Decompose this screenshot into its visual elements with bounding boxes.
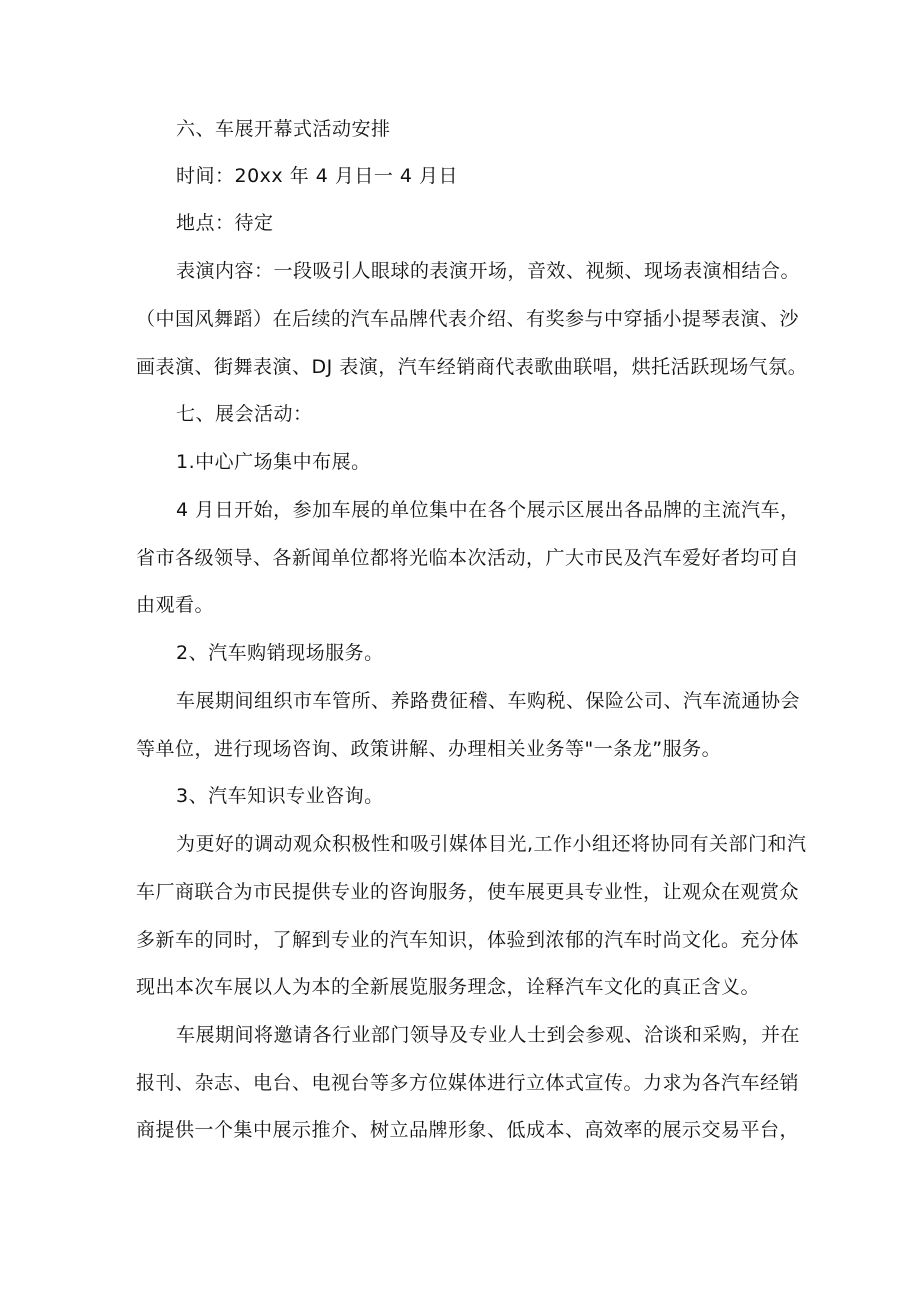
- paragraph-media-line-3: 商提供一个集中展示推介、树立品牌形象、低成本、高效率的展示交易平台，: [136, 1119, 800, 1141]
- paragraph-plaza-line-3: 由观看。: [136, 594, 215, 616]
- paragraph-consulting-line-4: 现出本次车展以人为本的全新展览服务理念，诠释汽车文化的真正含义。: [136, 976, 761, 998]
- paragraph-performance-line-3: 画表演、街舞表演、DJ 表演，汽车经销商代表歌曲联唱，烘托活跃现场气氛。: [136, 356, 808, 378]
- paragraph-location: 地点：待定: [176, 212, 274, 234]
- paragraph-media-line-1: 车展期间将邀请各行业部门领导及专业人士到会参观、洽谈和采购，并在: [176, 1024, 801, 1046]
- section-heading-activities: 七、展会活动：: [176, 403, 313, 425]
- paragraph-performance-line-1: 表演内容：一段吸引人眼球的表演开场，音效、视频、现场表演相结合。: [176, 260, 801, 282]
- paragraph-consulting-line-3: 多新车的同时，了解到专业的汽车知识，体验到浓郁的汽车时尚文化。充分体: [136, 929, 800, 951]
- paragraph-sales-line-1: 车展期间组织市车管所、养路费征稽、车购税、保险公司、汽车流通协会: [176, 690, 801, 712]
- paragraph-consulting-line-1: 为更好的调动观众积极性和吸引媒体目光,工作小组还将协同有关部门和汽: [176, 833, 807, 855]
- paragraph-time: 时间：20xx 年 4 月日一 4 月日: [176, 165, 459, 187]
- paragraph-performance-line-2: （中国风舞蹈）在后续的汽车品牌代表介绍、有奖参与中穿插小提琴表演、沙: [136, 308, 800, 330]
- paragraph-consulting-line-2: 车厂商联合为市民提供专业的咨询服务，使车展更具专业性，让观众在观赏众: [136, 881, 800, 903]
- subheading-knowledge-consulting: 3、汽车知识专业咨询。: [176, 785, 384, 807]
- paragraph-sales-line-2: 等单位，进行现场咨询、政策讲解、办理相关业务等"一条龙”服务。: [136, 738, 722, 760]
- paragraph-plaza-line-1: 4 月日开始，参加车展的单位集中在各个展示区展出各品牌的主流汽车，: [176, 499, 800, 521]
- subheading-central-plaza: 1.中心广场集中布展。: [176, 451, 371, 473]
- paragraph-plaza-line-2: 省市各级领导、各新闻单位都将光临本次活动，广大市民及汽车爱好者均可自: [136, 547, 800, 569]
- section-heading-opening: 六、车展开幕式活动安排: [176, 118, 391, 140]
- subheading-sales-service: 2、汽车购销现场服务。: [176, 642, 384, 664]
- paragraph-media-line-2: 报刊、杂志、电台、电视台等多方位媒体进行立体式宣传。力求为各汽车经销: [136, 1072, 800, 1094]
